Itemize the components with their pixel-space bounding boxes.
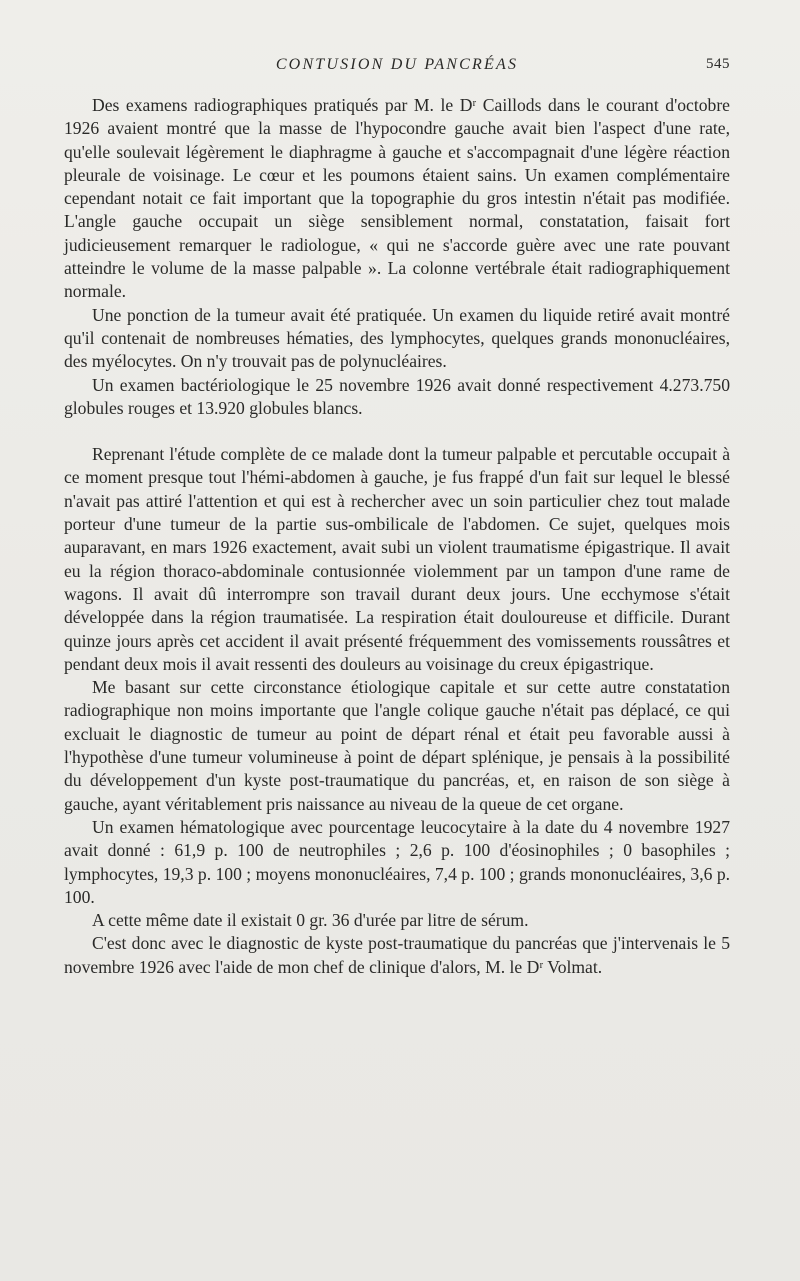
paragraph-hematology: Un examen hématologique avec pourcentage leucocytaire à la date du 4 novembre 1927 avait donné : 61,9 p. 100 de neutrophiles ; 2,6 p. 100 d'éosinophiles ; 0 basophiles ; lymphocytes, 19,3 p. 100 ; moyens mononucléaires, 7,4 p. 100 ; grands mononucléaires, 3,6 p. 100. xyxy=(64,816,731,907)
paragraph-puncture: Une ponction de la tumeur avait été pratiquée. Un examen du liquide retiré avait montré qu'il contenait de nombreuses hématies, des lymphocytes, quelques grands mononucléaires, des myélocytes. On n'y trouvait pas de polynucléaires. xyxy=(64,304,730,372)
page-number: 545 xyxy=(706,56,730,72)
paragraph-urea: A cette même date il existait 0 gr. 36 d'urée par litre de sérum. xyxy=(92,910,529,931)
body-text xyxy=(64,94,730,979)
paragraph-diagnosis: Me basant sur cette circonstance étiologique capitale et sur cette autre constatation radiographique non moins importante que l'angle colique gauche n'était pas déplacé, ce qui excluait le diagnostic de tumeur au point de départ rénal et était peu favorable aussi à l'hypothèse d'une tumeur volumineuse à point de départ splénique, je pensais à la possibilité du développement d'un kyste post-traumatique du pancréas, et, en raison de son siège à gauche, ayant véritablement pris naissance au niveau de la queue de cet organe. xyxy=(64,677,730,814)
paragraph-operation: C'est donc avec le diagnostic de kyste post-traumatique du pancréas que j'intervenais le 5 novembre 1926 avec l'aide de mon chef de clinique d'alors, M. le Dʳ Volmat. xyxy=(64,933,730,977)
page-header xyxy=(64,52,730,76)
paragraph-radiography: Des examens radiographiques pratiqués par M. le Dʳ Caillods dans le courant d'octobre 1926 avaient montré que la masse de l'hypocondre gauche avait bien l'aspect d'une rate, qu'elle soulevait légèrement le diaphragme à gauche et s'accompagnait d'une légère réaction pleurale de voisinage. Le cœur et les poumons étaient sains. Un examen complémentaire cependant notait ce fait important que la topographie du gros intestin n'était pas modifiée. L'angle gauche occupait un siège sensiblement normal, constatation, faisait fort judicieusement remarquer le radiologue, « qui ne s'accorde guère avec une rate pouvant atteindre le volume de la masse palpable ». La colonne vertébrale était radiographiquement normale. xyxy=(64,95,730,302)
paragraph-history: Reprenant l'étude complète de ce malade dont la tumeur palpable et percutable occupait à ce moment presque tout l'hémi-abdomen à gauche, je fus frappé d'un fait sur lequel le blessé n'avait pas attiré l'attention et qui est à rechercher avec un soin particulier chez tout malade porteur d'une tumeur de la partie sus-ombilicale de l'abdomen. Ce sujet, quelques mois auparavant, en mars 1926 exactement, avait subi un violent traumatisme épigastrique. Il avait eu la région thoraco-abdominale contusionnée violemment par un tampon d'une rame de wagons. Il avait dû interrompre son travail durant deux jours. Une ecchymose s'était développée dans la région traumatisée. La respiration était douloureuse et difficile. Durant quinze jours après cet accident il avait présenté fréquemment des vomissements roussâtres et pendant deux mois il avait ressenti des douleurs au voisinage du creux épigastrique. xyxy=(64,444,730,674)
paragraph-bacteriology: Un examen bactériologique le 25 novembre 1926 avait donné respectivement 4.273.750 globules rouges et 13.920 globules blancs. xyxy=(64,374,730,418)
running-title: CONTUSION DU PANCRÉAS xyxy=(275,56,519,73)
